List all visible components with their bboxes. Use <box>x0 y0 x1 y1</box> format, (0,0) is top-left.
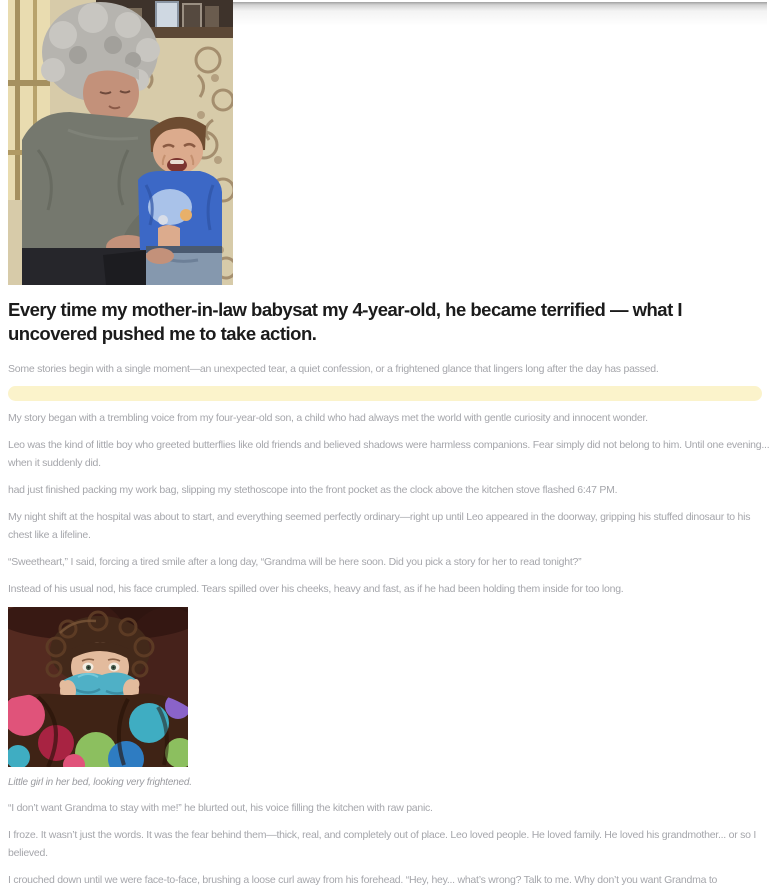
article-headline: Every time my mother-in-law babysat my 4-year-old, he became terrified — what I uncovered pushed me to take action. <box>8 299 683 344</box>
image-caption: Little girl in her bed, looking very frightened. <box>8 777 192 788</box>
article-paragraph-story: My story began with a trembling voice from my four-year-old son, a child who had always met the world with gentle curiosity and innocent wonder. <box>8 412 648 424</box>
article-paragraph-intro: Some stories begin with a single moment—an unexpected tear, a quiet confession, or a frightened glance that lingers long after the day has passed. <box>8 363 659 375</box>
hero-photo-grandma-and-boy <box>8 0 233 285</box>
header-shadow <box>233 2 767 26</box>
article-paragraph-leo: Leo was the kind of little boy who greeted butterflies like old friends and believed shadows were harmless companions. Fear simply did not belong to him. Until one evening... when it suddenly did. <box>8 439 770 469</box>
article-paragraph-froze: I froze. It wasn’t just the words. It was the fear behind them—thick, real, and completely out of place. Leo loved people. He loved family. He loved his grandmother... or so I believed. <box>8 829 757 859</box>
inline-image <box>8 607 188 767</box>
article-paragraph-crouched: I crouched down until we were face-to-face, brushing a loose curl away from his forehead. “Hey, hey... what’s wrong? Talk to me. Why don’t you want Grandma to <box>8 874 718 886</box>
inline-photo-frightened-girl <box>8 607 188 767</box>
highlight-bar <box>8 386 762 401</box>
hero-image <box>8 0 233 285</box>
article-paragraph-workbag: had just finished packing my work bag, slipping my stethoscope into the front pocket as the clock above the kitchen stove flashed 6:47 PM. <box>8 484 618 496</box>
article-paragraph-nightshift: My night shift at the hospital was about to start, and everything seemed perfectly ordinary—right up until Leo appeared in the doorway, gripping his stuffed dinosaur to his chest like a lifeline. <box>8 511 751 541</box>
article-paragraph-dont-want: “I don’t want Grandma to stay with me!” he blurted out, his voice filling the kitchen with raw panic. <box>8 802 433 814</box>
article-paragraph-sweetheart: “Sweetheart,” I said, forcing a tired smile after a long day, “Grandma will be here soon. Did you pick a story for her to read tonight?” <box>8 556 582 568</box>
article-paragraph-tears: Instead of his usual nod, his face crumpled. Tears spilled over his cheeks, heavy and fast, as if he had been holding them inside for too long. <box>8 583 624 595</box>
